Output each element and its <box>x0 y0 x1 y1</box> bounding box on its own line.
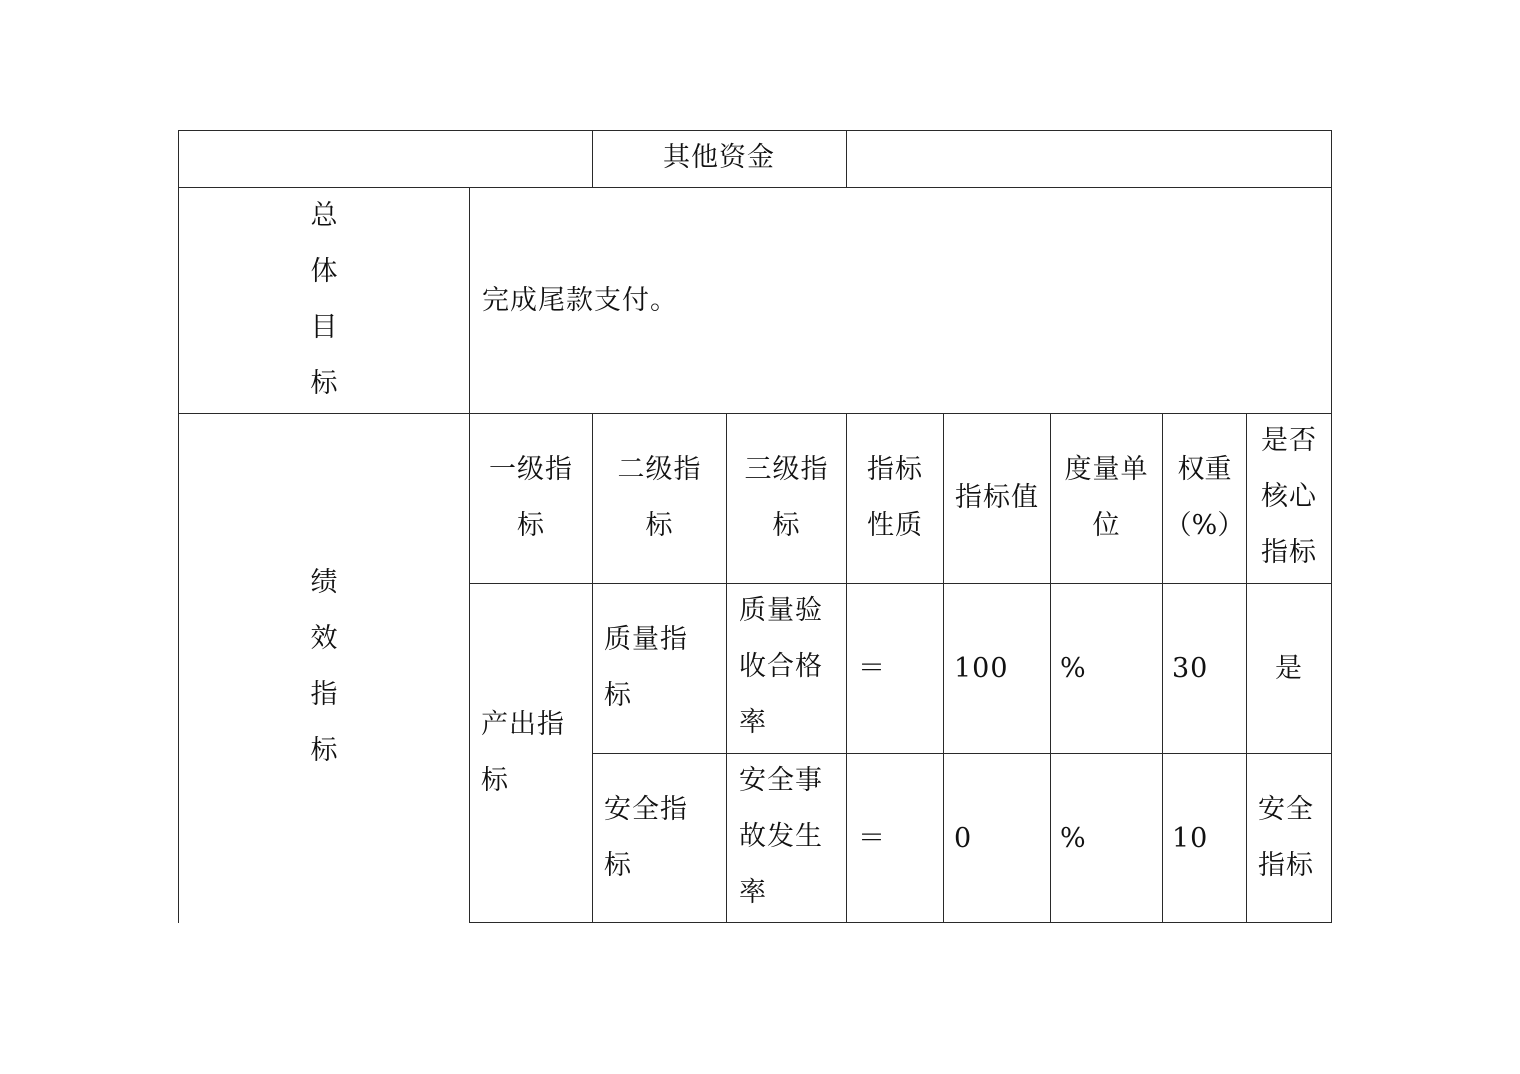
header-level1: 一级指 标 <box>489 454 573 541</box>
row1-weight: 30 <box>1172 653 1209 684</box>
performance-label: 绩 效 指 标 <box>310 567 338 766</box>
header-value: 指标值 <box>955 482 1039 513</box>
header-level2: 二级指 标 <box>617 454 702 541</box>
header-level3: 三级指 标 <box>744 454 829 541</box>
header-nature: 指标 性质 <box>867 454 923 541</box>
row2-core: 安全 指标 <box>1258 794 1314 881</box>
row2-level3: 安全事 故发生 率 <box>739 765 823 908</box>
overall-goal-label: 总 体 目 标 <box>310 200 338 399</box>
level1-output: 产出指 标 <box>481 709 565 796</box>
table-line <box>1331 130 1332 923</box>
row2-level2: 安全指 标 <box>604 794 688 881</box>
row1-value: 100 <box>954 653 1009 684</box>
row2-weight: 10 <box>1172 823 1209 854</box>
table-line <box>469 583 1332 584</box>
table-line <box>592 753 1332 754</box>
row2-unit: % <box>1060 823 1087 854</box>
row1-level3: 质量验 收合格 率 <box>739 595 823 738</box>
funding-label: 其他资金 <box>663 142 775 173</box>
row1-level2: 质量指 标 <box>604 624 688 711</box>
header-weight: 权重 （%） <box>1164 454 1245 541</box>
table-line <box>846 130 847 187</box>
header-unit: 度量单 位 <box>1064 454 1149 541</box>
row1-unit: % <box>1060 653 1087 684</box>
table-line <box>178 130 179 923</box>
table-line <box>469 187 470 923</box>
overall-goal-content: 完成尾款支付。 <box>482 285 678 316</box>
table-line <box>469 922 1332 923</box>
table-line <box>178 187 1332 188</box>
row2-value: 0 <box>954 823 973 854</box>
row1-core: 是 <box>1275 653 1303 684</box>
row2-nature: ＝ <box>858 823 886 854</box>
header-core: 是否 核心 指标 <box>1261 425 1317 568</box>
table-line <box>178 413 1332 414</box>
row1-nature: ＝ <box>858 653 886 684</box>
